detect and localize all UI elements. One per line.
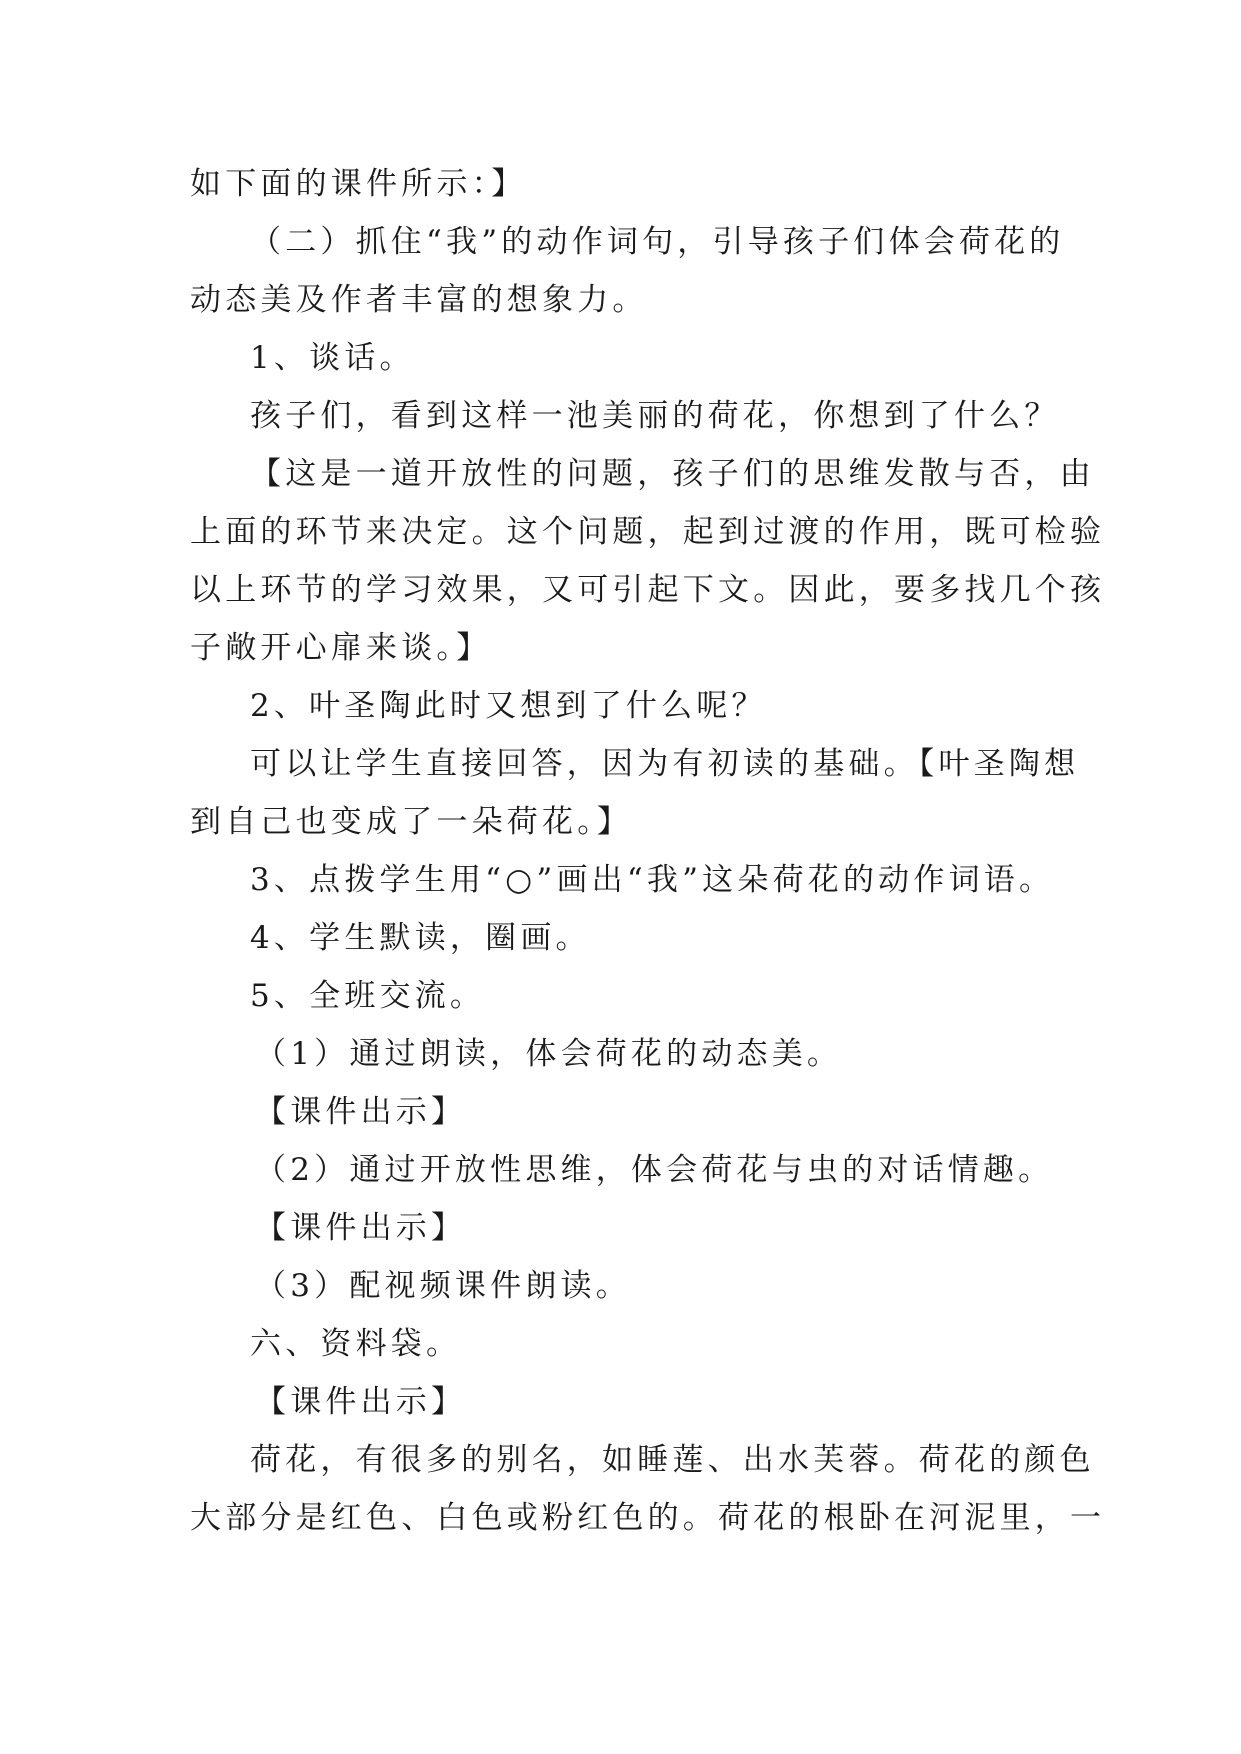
text-line: （二）抓住“我”的动作词句，引导孩子们体会荷花的 — [250, 224, 1065, 260]
text-line: 1、谈话。 — [250, 340, 415, 376]
text-line: 4、学生默读，圈画。 — [250, 920, 591, 956]
text-line: 以上环节的学习效果，又可引起下文。因此，要多找几个孩 — [190, 572, 1106, 608]
text-line: 【课件出示】 — [255, 1210, 467, 1246]
text-line: 【这是一道开放性的问题，孩子们的思维发散与否，由 — [250, 456, 1095, 492]
text-line: 【课件出示】 — [255, 1384, 467, 1420]
text-line: 可以让学生直接回答，因为有初读的基础。【叶圣陶想 — [250, 746, 1080, 782]
text-line: 动态美及作者丰富的想象力。 — [190, 282, 648, 318]
text-line: 上面的环节来决定。这个问题，起到过渡的作用，既可检验 — [190, 514, 1106, 550]
text-line: （1）通过朗读，体会荷花的动态美。 — [255, 1036, 843, 1072]
text-line: （3）配视频课件朗读。 — [255, 1268, 631, 1304]
text-line: 2、叶圣陶此时又想到了什么呢？ — [250, 688, 767, 724]
text-line: 孩子们，看到这样一池美丽的荷花，你想到了什么？ — [250, 398, 1060, 434]
text-line: （2）通过开放性思维，体会荷花与虫的对话情趣。 — [255, 1152, 1054, 1188]
text-line: 到自己也变成了一朵荷花。】 — [190, 804, 633, 840]
text-line: 【课件出示】 — [255, 1094, 467, 1130]
text-line: 如下面的课件所示：】 — [190, 166, 527, 202]
text-line: 3、点拨学生用“○”画出“我”这朵荷花的动作词语。 — [250, 862, 1055, 898]
text-line: 子敞开心扉来谈。】 — [190, 630, 492, 666]
text-line: 5、全班交流。 — [250, 978, 486, 1014]
text-line: 六、资料袋。 — [250, 1326, 462, 1362]
text-line: 荷花，有很多的别名，如睡莲、出水芙蓉。荷花的颜色 — [250, 1442, 1095, 1478]
text-line: 大部分是红色、白色或粉红色的。荷花的根卧在河泥里，一 — [190, 1500, 1106, 1536]
